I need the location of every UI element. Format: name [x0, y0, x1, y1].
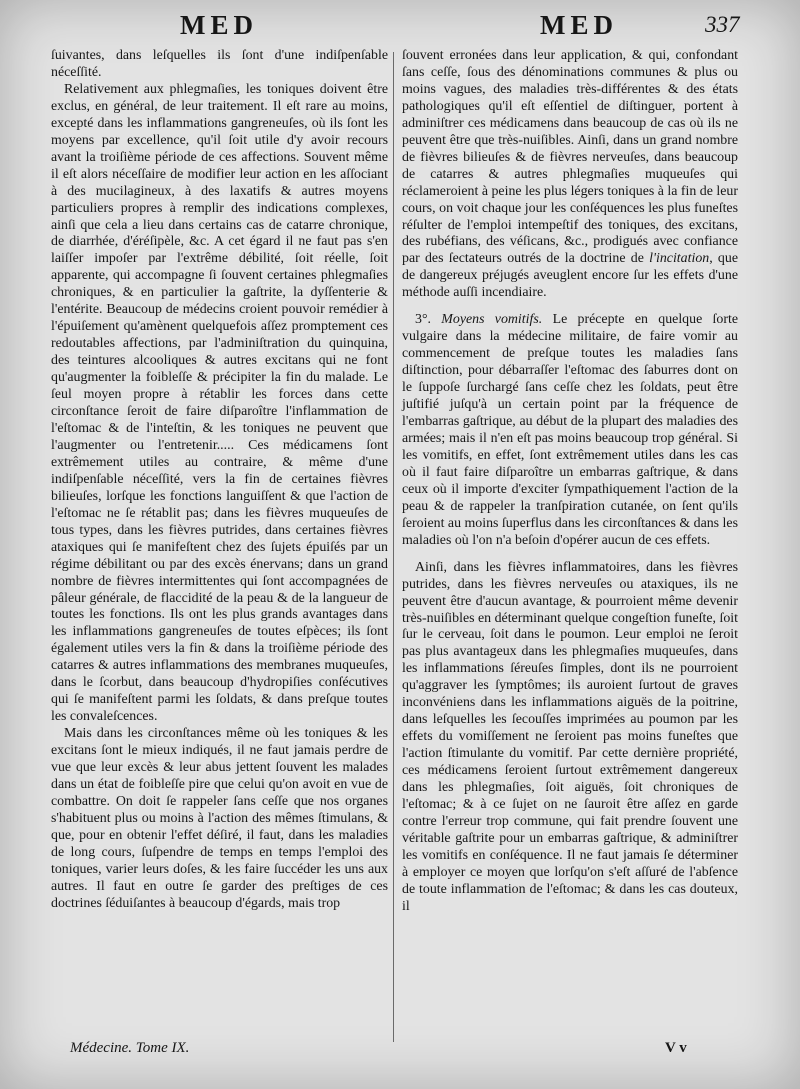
section-paragraph [402, 312, 738, 549]
footer-signature-left: Médecine. Tome IX. [70, 1040, 190, 1056]
footer-signature-mark: V v [665, 1040, 687, 1056]
section-title: Moyens vomitifs. [441, 312, 543, 328]
running-head [0, 10, 800, 46]
paragraph [402, 48, 738, 302]
page-number: 337 [705, 12, 740, 37]
running-head-right: MED [540, 10, 618, 40]
section-body: Le précepte en quelque ſorte vulgaire dans la médecine militaire, de faire vomir au commencement de preſque toutes les maladies ſans diſtinction, pour débarraſſer l'eſtomac des ſaburres dont on le ſuppoſe ſurchargé ſans ceſſe chez les ſoldats, peut être juſtifié juſqu'à un certain point par la fréquence de l'embarras gaſtrique, au début de la plupart des maladies des armées; mais il n'en eſt pas moins beaucoup trop général. Si les vomitifs, en effet, ſont extrêmement utiles dans les cas où il faut faire diſparoître un embarras gaſtrique, & dans ceux où il importe d'exciter ſympathiquement l'action de la peau & de rappeler la tranſpiration cutanée, on ſent qu'ils ſeroient au moins ſuperflus dans les circonſtances & dans les maladies où l'on n'a beſoin d'opérer aucun de ces effets. [402, 312, 738, 548]
right-column [402, 48, 738, 916]
paragraph: Mais dans les circonſtances même où les toniques & les excitans ſont le mieux indiqués, il ne faut jamais perdre de vue que leur excès & leur abus jettent ſouvent les malades dans un état de foibleſſe pire que celui qu'on avoit en vue de combattre. On doit ſe rappeler ſans ceſſe que nos organes s'habituent plus ou moins à l'action des mêmes ſtimulans, & que, pour en obtenir l'effet déſiré, il faut, dans les maladies de long cours, ſuſpendre de temps en temps l'emploi des toniques, varier leurs doſes, & les faire ſuccéder les uns aux autres. Il faut en outre ſe garder des preſtiges de ces doctrines ſéduiſantes à beaucoup d'égards, mais trop [51, 726, 388, 911]
column-divider [393, 52, 394, 1042]
running-head-left: MED [180, 10, 258, 40]
section-number: 3°. [415, 312, 431, 328]
left-column [51, 48, 388, 913]
paragraph: ſuivantes, dans leſquelles ils ſont d'une indiſpenſable néceſſité. [51, 48, 388, 80]
paragraph-text: ſouvent erronées dans leur application, & qui, confondant ſans ceſſe, ſous des dénominations communes & plus ou moins vagues, des maladies très-différentes & des états pathologiques qu'il eſt eſſentiel de diſtinguer, portent à adminiſtrer ces médicamens dans beaucoup de cas où ils ne peuvent être que très-nuiſibles. Ainſi, dans un grand nombre de fièvres bilieuſes & de fièvres nerveuſes, dans beaucoup de catarres & autres phlegmaſies muqueuſes qui réclameroient à peine les plus légers toniques à la fin de leur cours, on voit chaque jour les conſéquences les plus funeſtes réſulter de l'emploi intempeſtif des toniques, des excitans, des rubéfians, des véſicans, &c., prodigués avec confiance par des ſectateurs outrés de la doctrine de [402, 48, 738, 267]
paragraph: Relativement aux phlegmaſies, les toniques doivent être exclus, en général, de leur traitement. Il eſt rare au moins, excepté dans les inflammations gangreneuſes, où ils ſont les moyens par excellence, qu'il ſoit utile d'y avoir recours avant la troiſième période de ces affections. Souvent même il eſt alors néceſſaire de modifier leur action en les aſſociant à des mucilagineux, à des laxatifs & autres moyens particuliers propres à remplir des indications complexes, ainſi que cela a lieu dans certains cas de catarre chronique, de diarrhée, d'éréſipèle, &c. A cet égard il ne faut pas s'en laiſſer impoſer par l'extrême débilité, ſoit réelle, ſoit apparente, qui accompagne ſi ſouvent certaines phlegmaſies chroniques, & en particulier la gaſtrite, la dyſſenterie & l'entérite. Beaucoup de médecins croient pouvoir remédier à l'épuiſement qu'amènent quelquefois aſſez promptement ces redoutables affections, par l'adminiſtration du quinquina, des teintures alcooliques & autres excitans qui ne font qu'augmenter la foibleſſe & précipiter la fin du malade. Le ſeul moyen propre à rétablir les forces dans cette circonſtance ſeroit de faire diſparoître l'inflammation de l'eſtomac & de l'inteſtin, & les toniques ne peuvent que l'augmenter ou l'entretenir..... Ces médicamens ſont extrêmement utiles au contraire, & même d'une indiſpenſable néceſſité, vers la fin de certaines fièvres bilieuſes, lorſque les fonctions languiſſent & que l'action de l'eſtomac ne ſe rétablit pas; dans les fièvres muqueuſes de tous types, dans les fièvres putrides, dans certaines fièvres ataxiques qui ſe manifeſtent chez des ſujets épuiſés par un régime débilitant ou par des excès énervans; dans un grand nombre de fièvres intermittentes qui ſont accompagnées de pâleur générale, de flaccidité de la peau & de la langueur de toutes les fonctions. Ils ont les plus grands avantages dans les inflammations gangreneuſes de toutes eſpèces; ils ſont également utiles vers la fin & dans la troiſième période des catarres & autres inflammations des membranes muqueuſes, dans le ſcorbut, dans beaucoup d'hydropiſies conſécutives qui ſe manifeſtent parmi les ſoldats, & dans preſque toutes les convaleſcences. [51, 81, 388, 725]
incitation-term: l'incitation [649, 251, 710, 267]
paragraph: Ainſi, dans les fièvres inflammatoires, dans les fièvres putrides, dans les fièvres nerveuſes ou ataxiques, ils ne peuvent être d'aucun avantage, & pourroient même devenir très-nuiſibles en déterminant quelque congeſtion funeſte, ſoit ſur le cerveau, ſoit dans le poumon. Leur emploi ne ſeroit pas plus avantageux dans les phlegmaſies muqueuſes, dans les inflammations ſéreuſes ſimples, dont ils ne pourroient qu'aggraver les ſymptômes; ils auroient ſurtout de graves inconvéniens dans les inflammations aiguës de la poitrine, dans leſquelles les ſecouſſes imprimées au poumon par les effets du vomiſſement ne ſeroient pas moins funeſtes que l'action ſtimulante du vomitif. Par cette dernière propriété, ces médicamens ſeroient ſurtout extrêmement dangereux dans les phlegmaſies, ſoit aiguës, ſoit chroniques de l'eſtomac; & à ce ſujet on ne ſauroit être aſſez en garde contre l'erreur trop commune, qui fait prendre ſouvent une véritable gaſtrite pour un embarras gaſtrique, & adminiſtrer les vomitifs en conſéquence. Il ne faut jamais ſe déterminer à employer ce moyen que lorſqu'on s'eſt aſſuré de l'abſence de toute inflammation de l'eſtomac; & dans les cas douteux, il [402, 559, 738, 914]
paragraph-text-end: , que de dangereux préjugés aveuglent encore ſur les effets d'une méthode auſſi incendiaire. [402, 251, 738, 301]
